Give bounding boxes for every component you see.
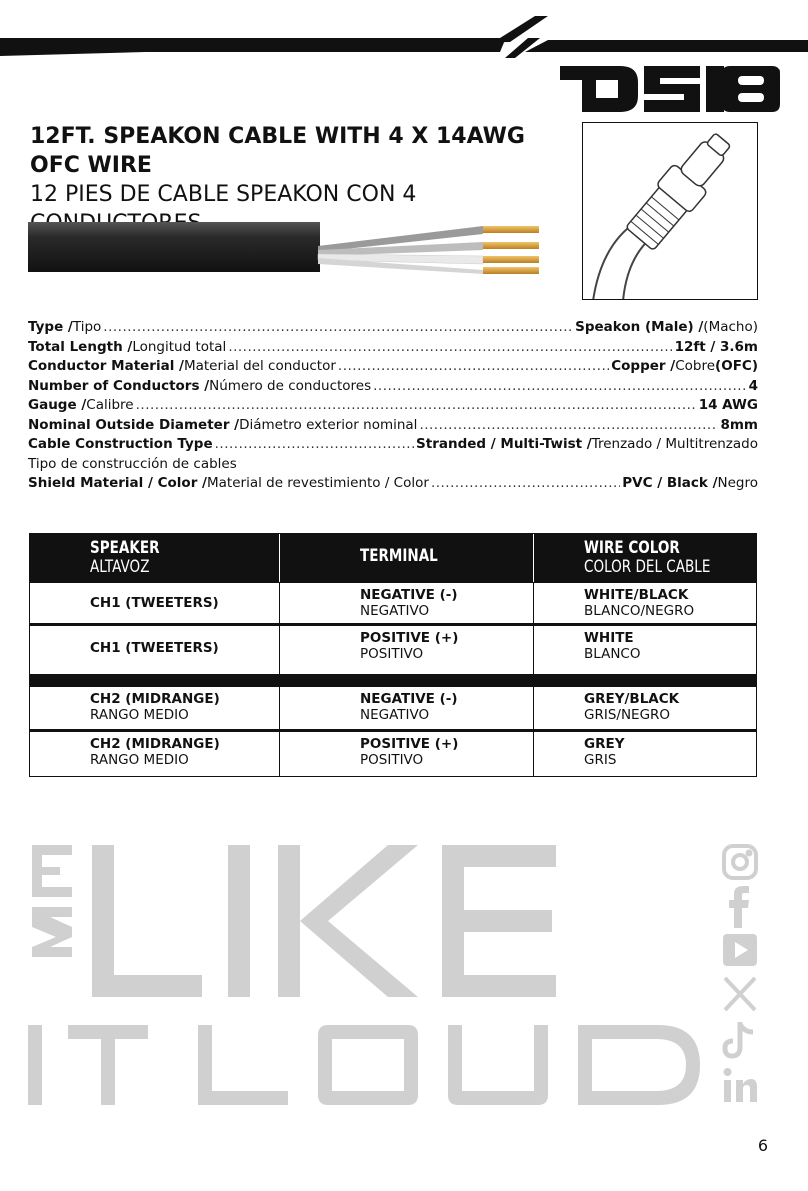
spec-value-es: Negro <box>717 475 758 491</box>
spec-row-conductors <box>28 377 758 397</box>
spec-label: Nominal Outside Diameter / <box>28 416 240 433</box>
spec-value-es: Trenzado / Multitrenzado <box>591 436 758 452</box>
header-wire-color: WIRE COLOR COLOR DEL CABLE <box>584 538 711 576</box>
cell-terminal: POSITIVE (+) POSITIVO <box>280 626 534 674</box>
cell-wire-color: WHITE/BLACK BLANCO/NEGRO <box>584 587 695 619</box>
title-english: 12FT. SPEAKON CABLE WITH 4 X 14AWG OFC WIRE <box>30 124 525 178</box>
spec-label-es: Material de revestimiento / Color <box>207 475 429 491</box>
spec-row-construction <box>28 435 758 455</box>
spec-label: Conductor Material / <box>28 358 184 374</box>
spec-label: Type / <box>28 319 73 335</box>
cell-terminal: POSITIVE (+) POSITIVO <box>280 732 534 776</box>
spec-value: Copper / <box>611 358 676 374</box>
spec-value: 12ft / 3.6m <box>674 338 758 355</box>
spec-label: Gauge / <box>28 397 87 413</box>
table-row <box>30 582 756 623</box>
spec-row-type <box>28 318 758 338</box>
slogan-we <box>32 845 72 957</box>
slogan-it-loud <box>28 1025 700 1105</box>
wiring-table <box>29 533 757 777</box>
spec-label-es: Número de conductores <box>209 377 372 394</box>
header-swoosh <box>0 0 808 60</box>
spec-value-es: Cobre <box>675 358 716 374</box>
spec-value: Stranded / Multi-Twist / <box>416 436 592 452</box>
slogan-like <box>92 845 556 997</box>
brand-logo <box>560 66 782 112</box>
cell-wire-color: GREY/BLACK GRIS/NEGRO <box>584 691 680 723</box>
spec-row-length <box>28 338 758 358</box>
spec-value-suffix: (OFC) <box>715 358 758 374</box>
cell-terminal: NEGATIVE (-) NEGATIVO <box>280 583 534 623</box>
spec-label-es: Calibre <box>86 397 134 413</box>
tiktok-icon[interactable] <box>725 1022 753 1056</box>
spec-value: 14 AWG <box>698 397 758 413</box>
spec-label-es: Tipo de construcción de cables <box>28 455 237 472</box>
spec-row-construction-es <box>28 455 758 475</box>
x-icon[interactable] <box>725 978 755 1010</box>
spec-value: 8mm <box>720 416 758 433</box>
spec-label: Number of Conductors / <box>28 377 210 394</box>
cell-wire-color: WHITE BLANCO <box>584 630 641 662</box>
spec-label: Cable Construction Type <box>28 436 213 452</box>
spec-row-gauge <box>28 396 758 416</box>
cable-illustration <box>28 218 543 274</box>
spec-list <box>28 318 758 494</box>
social-icons <box>720 842 760 1111</box>
spec-row-diameter <box>28 416 758 436</box>
header-terminal: TERMINAL <box>280 534 534 582</box>
spec-label-es: Tipo <box>72 319 102 335</box>
speakon-connector-image <box>582 122 758 300</box>
spec-row-shield <box>28 474 758 494</box>
cell-terminal: NEGATIVE (-) NEGATIVO <box>280 687 534 729</box>
spec-value: 4 <box>748 377 758 394</box>
svg-text:®: ® <box>774 68 781 76</box>
page-number: 6 <box>757 1136 768 1155</box>
table-row <box>30 623 756 674</box>
spec-label-es: Diámetro exterior nominal <box>239 416 418 433</box>
table-row <box>30 687 756 729</box>
youtube-icon[interactable] <box>723 934 757 966</box>
table-separator <box>30 674 756 687</box>
cell-speaker: CH2 (MIDRANGE) RANGO MEDIO <box>30 687 280 729</box>
cell-speaker: CH2 (MIDRANGE) RANGO MEDIO <box>30 732 280 776</box>
slogan-watermark <box>28 845 718 1105</box>
spec-label: Total Length / <box>28 338 133 355</box>
linkedin-icon[interactable] <box>724 1068 758 1102</box>
spec-row-conductor-material <box>28 357 758 377</box>
spec-value-es: (Macho) <box>703 319 758 335</box>
instagram-icon[interactable] <box>724 846 756 878</box>
table-row <box>30 729 756 776</box>
cell-wire-color: GREY GRIS <box>584 736 625 768</box>
header-speaker: SPEAKER ALTAVOZ <box>30 534 280 582</box>
title-spanish-line1: 12 PIES DE CABLE SPEAKON CON 4 <box>30 182 417 207</box>
facebook-icon[interactable] <box>729 886 749 928</box>
spec-label-es: Material del conductor <box>183 358 336 374</box>
cell-speaker: CH1 (TWEETERS) <box>30 626 280 674</box>
cell-speaker: CH1 (TWEETERS) <box>30 583 280 623</box>
spec-value: PVC / Black / <box>622 475 718 491</box>
spec-value: Speakon (Male) / <box>575 319 704 335</box>
table-header <box>30 534 756 582</box>
spec-label-es: Longitud total <box>132 338 227 355</box>
spec-label: Shield Material / Color / <box>28 475 207 491</box>
